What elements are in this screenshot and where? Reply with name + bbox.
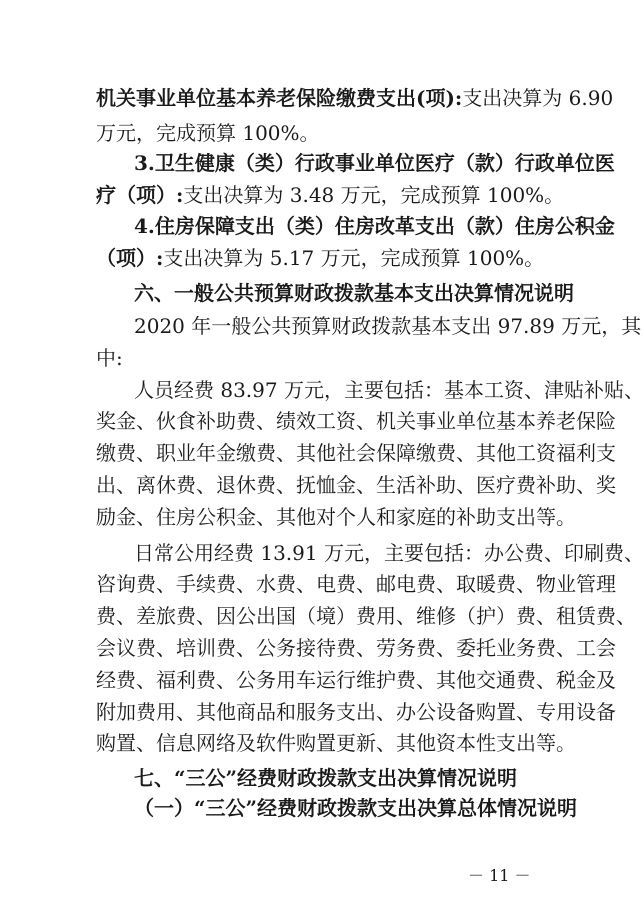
text-line-15 bbox=[134, 541, 644, 565]
section-heading-7 bbox=[134, 766, 548, 790]
normal-run: 咨询费、手续费、水费、电费、邮电费、取暖费、物业管理 bbox=[96, 572, 616, 596]
bold-run: 六、一般公共预算财政拨款基本支出决算情况说明 bbox=[134, 281, 574, 305]
normal-run: 费、差旅费、因公出国（境）费用、维修（护）费、租赁费、 bbox=[96, 604, 636, 628]
text-line-13 bbox=[96, 473, 616, 497]
normal-run: 万元，完成预算 100%。 bbox=[96, 121, 320, 145]
normal-run: 支出决算为 5.17 万元，完成预算 100%。 bbox=[163, 246, 545, 270]
bold-run: 七、“三公”经费财政拨款支出决算情况说明 bbox=[134, 766, 518, 790]
text-line-3 bbox=[134, 151, 615, 175]
bold-run: 机关事业单位基本养老保险缴费支出(项): bbox=[96, 86, 463, 110]
normal-run: 经费、福利费、公务用车运行维护费、其他交通费、税金及 bbox=[96, 668, 616, 692]
bold-run: （一）“三公”经费财政拨款支出决算总体情况说明 bbox=[134, 796, 578, 820]
section-heading-6 bbox=[134, 281, 574, 305]
text-line-9 bbox=[96, 346, 548, 370]
bold-run: 4.住房保障支出（类）住房改革支出（款）住房公积金 bbox=[134, 214, 615, 238]
text-line-19 bbox=[96, 668, 616, 692]
normal-run: 缴费、职业年金缴费、其他社会保障缴费、其他工资福利支 bbox=[96, 441, 616, 465]
text-line-2 bbox=[96, 121, 548, 145]
text-line-1 bbox=[96, 86, 614, 110]
normal-run: 出、离休费、退休费、抚恤金、生活补助、医疗费补助、奖 bbox=[96, 473, 616, 497]
normal-run: 会议费、培训费、公务接待费、劳务费、委托业务费、工会 bbox=[96, 636, 616, 660]
text-line-18 bbox=[96, 636, 616, 660]
normal-run: 日常公用经费 13.91 万元，主要包括：办公费、印刷费、 bbox=[134, 541, 644, 565]
text-line-16 bbox=[96, 572, 616, 596]
normal-run: 附加费用、其他商品和服务支出、办公设备购置、专用设备 bbox=[96, 700, 616, 724]
bold-run: （项）: bbox=[96, 246, 164, 270]
normal-run: 人员经费 83.97 万元，主要包括：基本工资、津贴补贴、 bbox=[134, 378, 644, 402]
bold-run: 疗（项）: bbox=[96, 183, 184, 207]
text-line-14 bbox=[96, 505, 576, 529]
normal-run: 购置、信息网络及软件购置更新、其他资本性支出等。 bbox=[96, 731, 576, 755]
text-line-21 bbox=[96, 731, 576, 755]
text-line-12 bbox=[96, 441, 616, 465]
text-line-10 bbox=[134, 378, 644, 402]
text-line-17 bbox=[96, 604, 636, 628]
text-line-20 bbox=[96, 700, 616, 724]
text-line-8 bbox=[134, 314, 642, 338]
text-line-11 bbox=[96, 409, 616, 433]
bold-run: 3.卫生健康（类）行政事业单位医疗（款）行政单位医 bbox=[134, 151, 615, 175]
text-line-5 bbox=[134, 214, 615, 238]
normal-run: 奖金、伙食补助费、绩效工资、机关事业单位基本养老保险 bbox=[96, 409, 616, 433]
normal-run: 中: bbox=[96, 346, 123, 370]
normal-run: 励金、住房公积金、其他对个人和家庭的补助支出等。 bbox=[96, 505, 576, 529]
normal-run: 2020 年一般公共预算财政拨款基本支出 97.89 万元，其 bbox=[134, 314, 642, 338]
subsection-heading-7-1 bbox=[134, 796, 578, 820]
text-line-6 bbox=[96, 246, 548, 270]
normal-run: 支出决算为 3.48 万元，完成预算 100%。 bbox=[183, 183, 565, 207]
page-number: － 11 － bbox=[468, 866, 531, 885]
normal-run: 支出决算为 6.90 bbox=[462, 86, 614, 110]
text-line-4 bbox=[96, 183, 565, 207]
